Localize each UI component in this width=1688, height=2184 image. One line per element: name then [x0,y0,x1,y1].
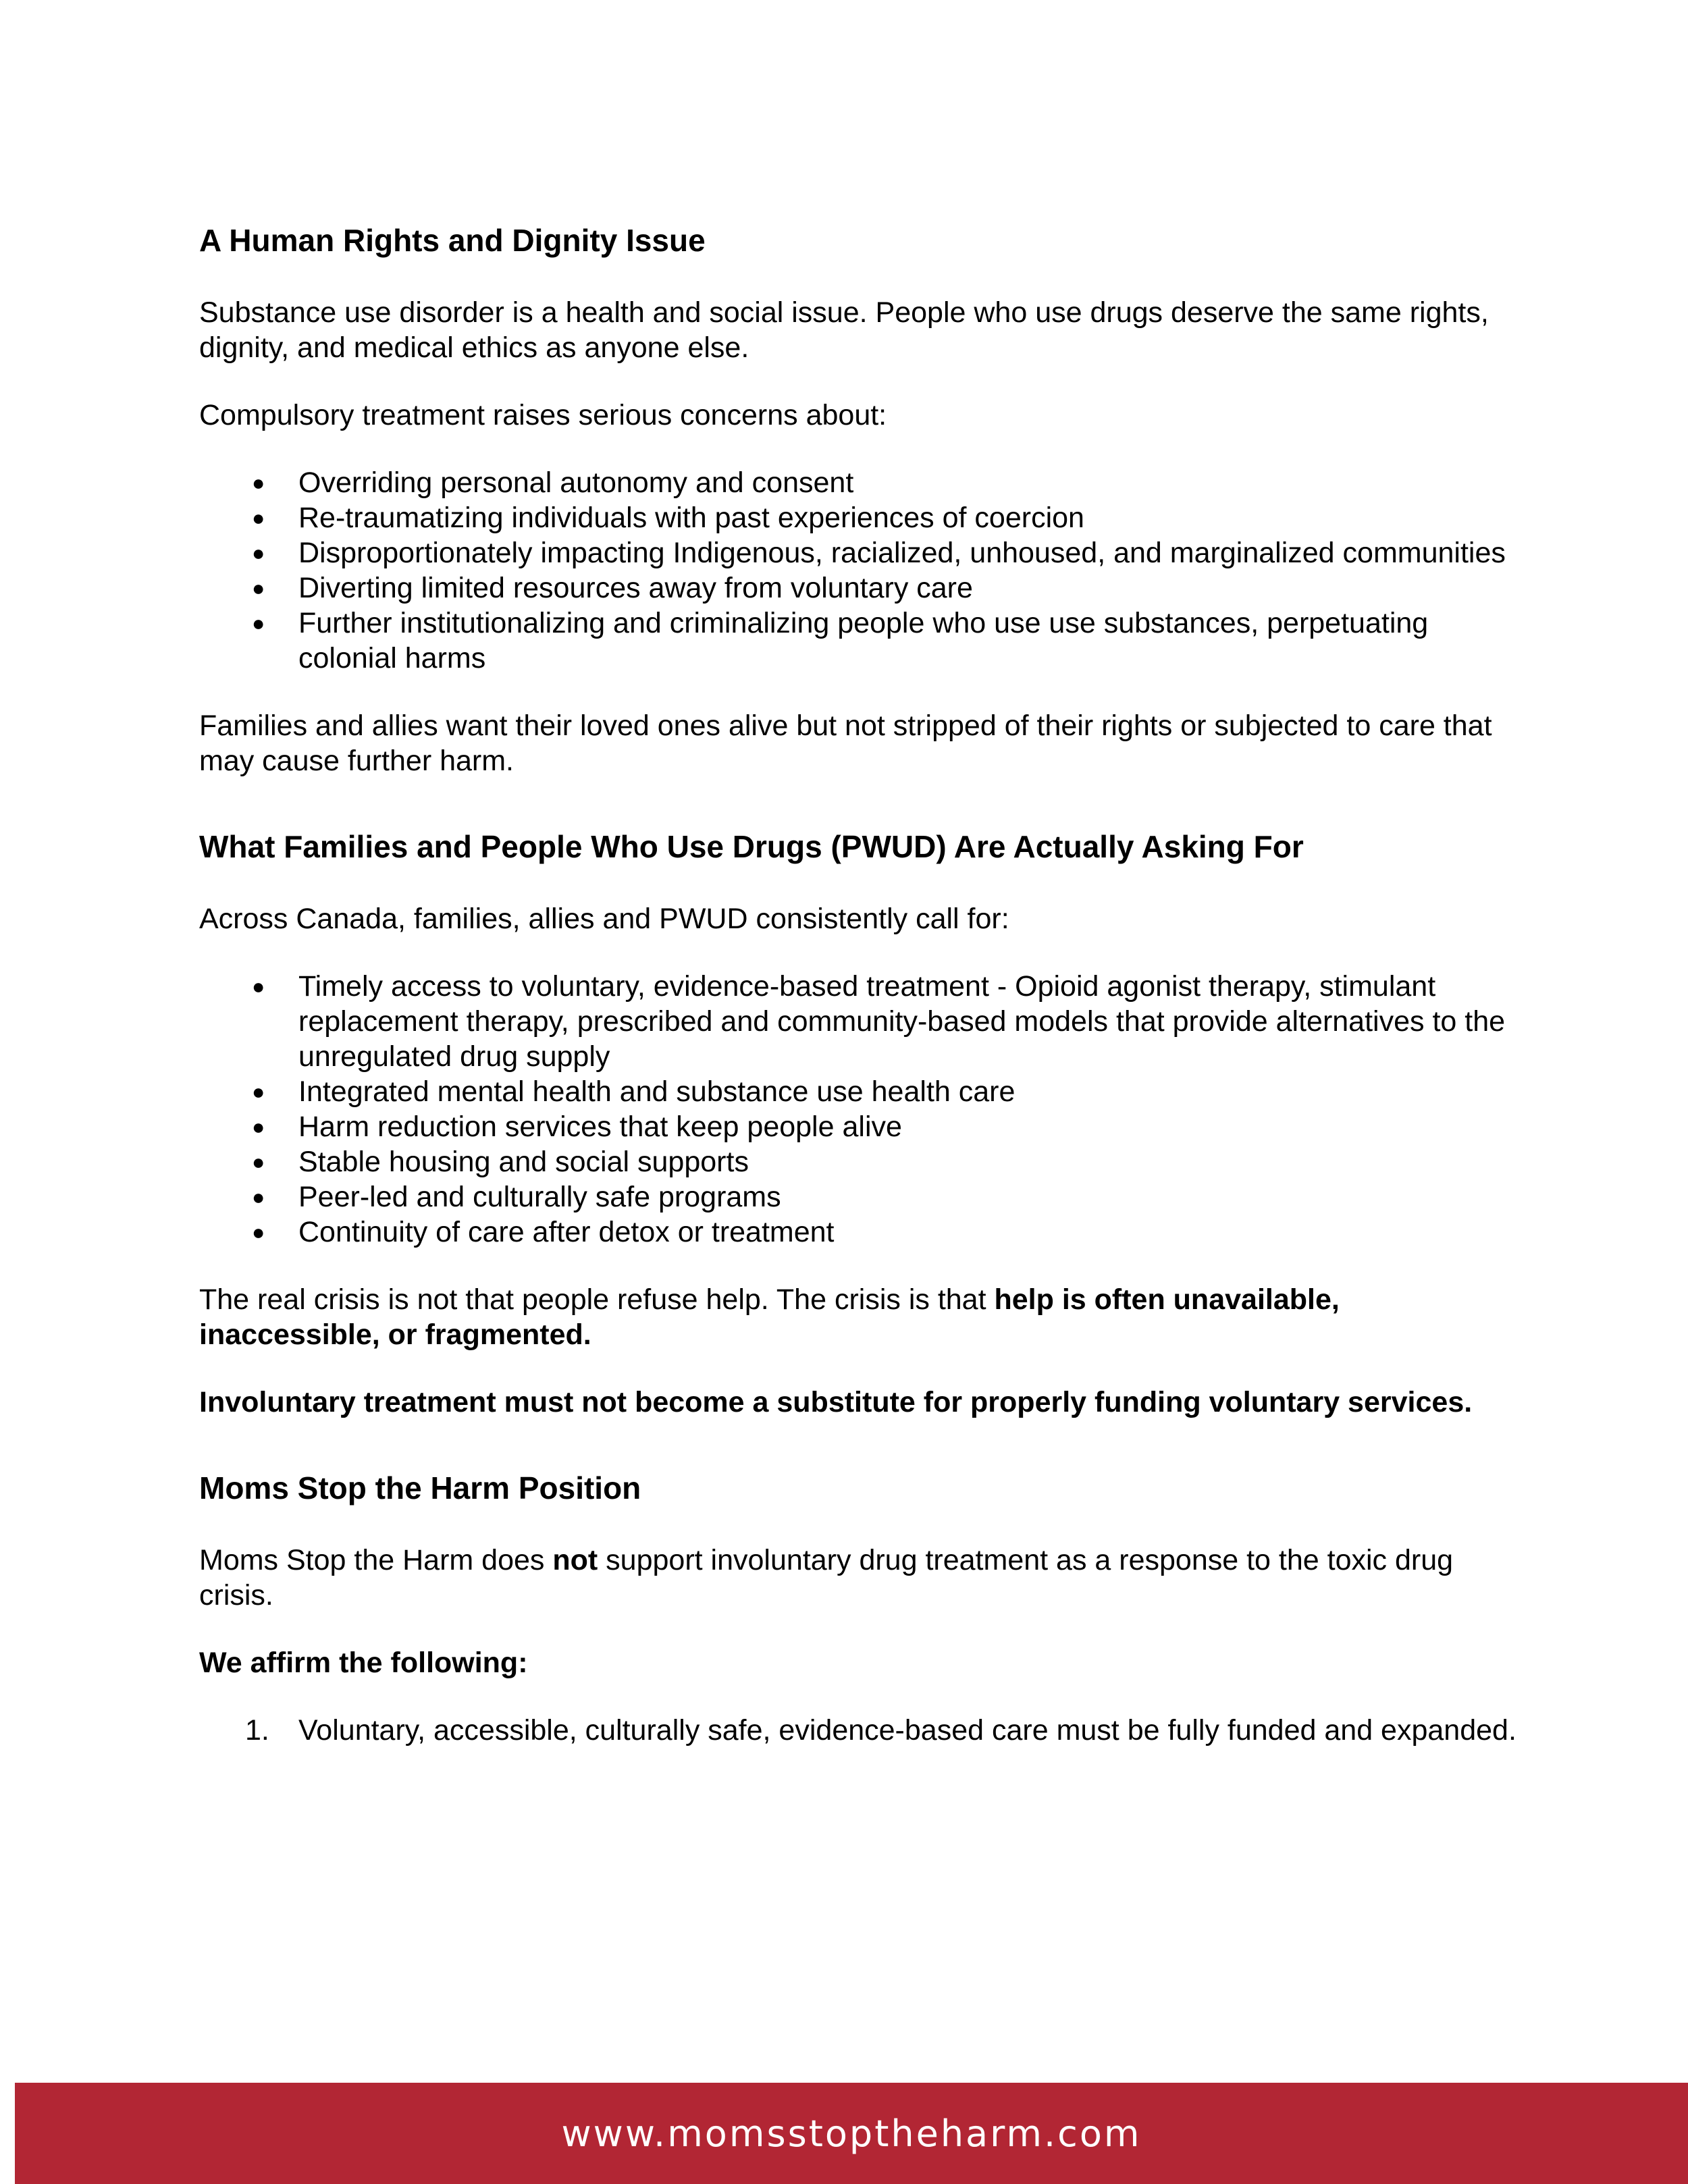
list-item: ● Continuity of care after detox or treatment [252,1216,835,1248]
list-item: ● Diverting limited resources away from voluntary care [252,572,973,604]
asks-list [199,969,1523,1250]
paragraph-position: Moms Stop the Harm does not support involuntary drug treatment as a response to the toxic drug crisis. [199,1544,1454,1612]
list-item: 1. Voluntary, accessible, culturally safe, evidence-based care must be fully funded and expanded. [245,1714,1516,1747]
list-item: ● Overriding personal autonomy and consent [252,467,854,499]
footer-banner [15,2083,1688,2184]
section-heading-human-rights: A Human Rights and Dignity Issue [199,223,706,258]
footer-website-url: www.momsstoptheharm.com [561,2112,1142,2155]
list-item: ● Integrated mental health and substance use health care [252,1075,1016,1108]
bullet-icon: ● [252,1150,265,1174]
list-item: ● Peer-led and culturally safe programs [252,1181,781,1213]
bullet-icon: ● [252,1080,265,1104]
paragraph-asks-lead: Across Canada, families, allies and PWUD consistently call for: [199,903,1009,935]
paragraph-real-crisis: The real crisis is not that people refuse help. The crisis is that help is often unavailable, inaccessible, or fragmented. [199,1283,1340,1351]
concerns-list [199,465,1523,676]
list-item: ● Harm reduction services that keep people alive [252,1111,902,1143]
section-heading-position: Moms Stop the Harm Position [199,1470,641,1506]
affirmations-list [199,1713,1523,1748]
paragraph-warning: Involuntary treatment must not become a substitute for properly funding voluntary services. [199,1386,1473,1418]
bullet-icon: ● [252,974,265,998]
bullet-icon: ● [252,541,265,565]
list-item: ● Stable housing and social supports [252,1146,749,1178]
list-item: ● Disproportionately impacting Indigenous, racialized, unhoused, and marginalized communities [252,537,1506,569]
affirm-heading: We affirm the following: [199,1647,528,1679]
list-item: ● Re-traumatizing individuals with past experiences of coercion [252,502,1084,534]
emphasis-help-unavailable: help is often unavailable, inaccessible, or fragmented. [199,1283,1340,1351]
bullet-icon: ● [252,1115,265,1139]
list-number: 1. [245,1714,269,1747]
paragraph-families-closing: Families and allies want their loved ones alive but not stripped of their rights or subjected to care that may cause further harm. [199,710,1492,777]
bullet-icon: ● [252,471,265,495]
section-heading-what-families-ask: What Families and People Who Use Drugs (PWUD) Are Actually Asking For [199,829,1304,864]
bullet-icon: ● [252,506,265,530]
paragraph-concerns-lead: Compulsory treatment raises serious concerns about: [199,399,887,431]
list-item: ● Timely access to voluntary, evidence-based treatment - Opioid agonist therapy, stimulant replacement therapy, prescribed and community-based models that provide alternatives to the unregulated drug supply [252,970,1506,1073]
paragraph-intro: Substance use disorder is a health and social issue. People who use drugs deserve the same rights, dignity, and medical ethics as anyone else. [199,296,1489,364]
bullet-icon: ● [252,1220,265,1244]
bullet-icon: ● [252,1185,265,1209]
bullet-icon: ● [252,576,265,600]
document-body [199,223,1523,1748]
bullet-icon: ● [252,611,265,635]
emphasis-not: not [552,1544,598,1576]
list-item: ● Further institutionalizing and criminalizing people who use use substances, perpetuating colonial harms [252,607,1429,674]
